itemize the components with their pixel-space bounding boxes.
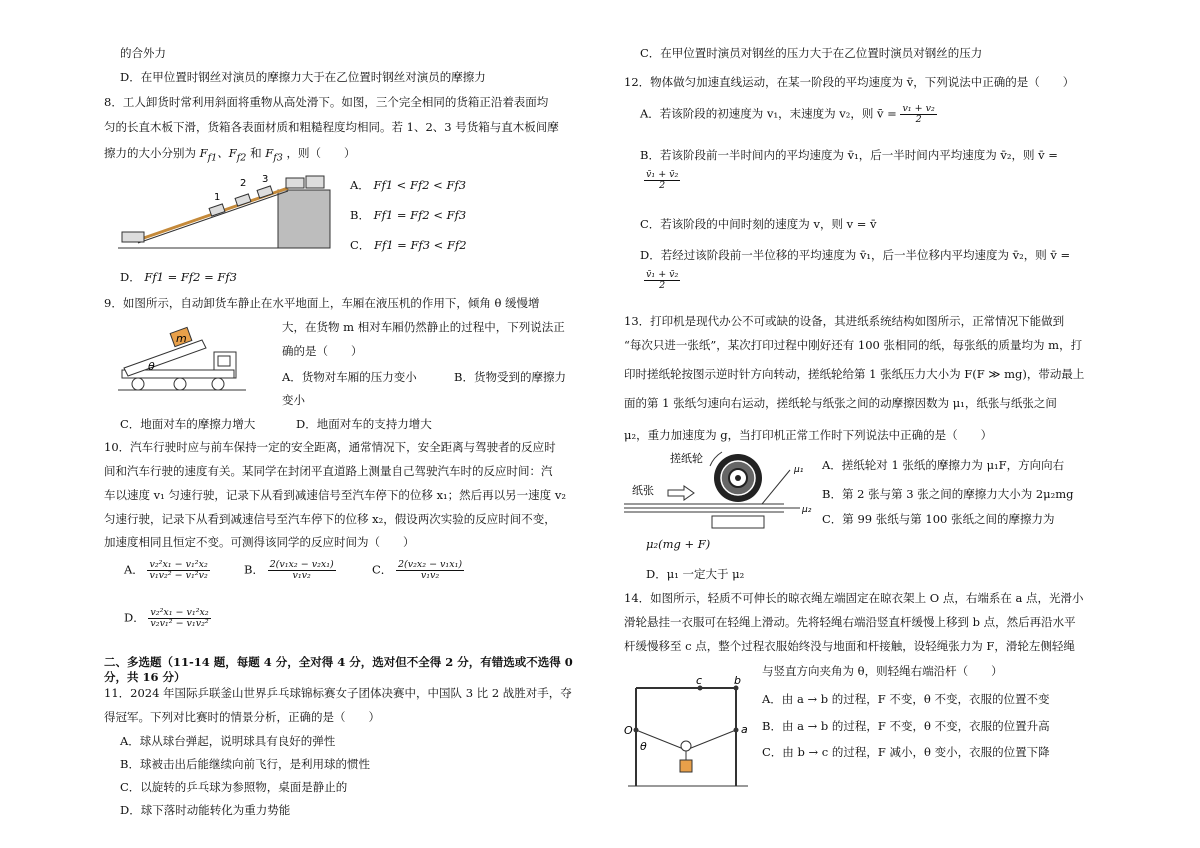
prev-option-c: C．在甲位置时演员对钢丝的压力大于在乙位置时演员对钢丝的压力: [640, 46, 983, 60]
q9-option-d[interactable]: D．地面对车的支持力增大: [296, 417, 432, 431]
label-theta: θ: [640, 740, 647, 753]
q8-ramp-figure: [118, 168, 338, 252]
q13-option-b[interactable]: B．第 2 张与第 3 张之间的摩擦力大小为 2μ₂mg: [822, 487, 1074, 501]
section-2-heading: 二、多选题（11-14 题，每题 4 分，全对得 4 分，选对但不全得 2 分，有错选或不选得 0: [104, 655, 573, 669]
q11-option-d[interactable]: D．球下落时动能转化为重力势能: [120, 803, 291, 817]
q9-option-c[interactable]: C．地面对车的摩擦力增大: [120, 417, 256, 431]
wheel: [212, 378, 224, 390]
q10-option-b[interactable]: B． $\frac{\text{2(v₁x₂ − v₂x₁)}}{\text{v₁v₂}}$: [244, 559, 334, 581]
feed-arrow-icon: [668, 486, 694, 500]
q13-option-a[interactable]: A．搓纸轮对 1 张纸的摩擦力为 μ₁F，方向向右: [822, 458, 1065, 472]
q13-line-5: μ₂，重力加速度为 g，当打印机正常工作时下列说法中正确的是（ ）: [624, 428, 993, 442]
q11-option-a[interactable]: A．球从球台弹起，说明球具有良好的弹性: [120, 734, 336, 748]
q10-line-1: 10．汽车行驶时应与前车保持一定的安全距离，通常情况下，安全距离与驾驶者的反应时: [104, 440, 556, 454]
q13-option-d[interactable]: D．μ₁ 一定大于 μ₂: [646, 567, 745, 581]
box-3-label: 3: [262, 174, 269, 185]
q14-line-3: 杆缓慢移至 c 点，整个过程衣服始终没与地面和杆接触，设轻绳张力为 F，滑轮左侧轻绳: [624, 639, 1075, 653]
left-line-1: 的合外力: [120, 46, 166, 60]
q11-option-c[interactable]: C．以旋转的乒乓球为参照物，桌面是静止的: [120, 780, 348, 794]
label-b: b: [734, 674, 741, 687]
mu2-label: μ₂: [802, 505, 812, 515]
box-3: [257, 186, 273, 198]
q9-option-b[interactable]: B．货物受到的摩擦力: [454, 370, 566, 384]
q14-option-c[interactable]: C．由 b → c 的过程，F 减小，θ 变小，衣服的位置下降: [762, 745, 1050, 759]
q14-option-a[interactable]: A．由 a → b 的过程，F 不变，θ 不变，衣服的位置不变: [762, 692, 1050, 706]
wheel: [174, 378, 186, 390]
q8-line-2: 匀的长直木板下滑，货箱各表面材质和粗糙程度均相同。若 1、2、3 号货箱与直木板间摩: [104, 120, 559, 134]
q8-line-3: 擦力的大小分别为 $F_{f1}$、$F_{f2}$ 和 $F_{f3}$ ，则（ ）: [104, 146, 356, 164]
q8-ff-symbols: $F_{f1}$、$F_{f2}$: [199, 146, 247, 164]
mu1-label: μ₁: [794, 465, 804, 475]
q9-option-b-cont: 变小: [282, 393, 305, 407]
paper-tray: [712, 516, 764, 528]
label-a: a: [741, 723, 748, 736]
q9-line-3: 确的是（ ）: [282, 344, 363, 358]
q10-line-5: 加速度相同且恒定不变。可测得该同学的反应时间为（ ）: [104, 535, 415, 549]
q12-option-d[interactable]: D．若经过该阶段前一半位移的平均速度为 v̄₁，后一半位移内平均速度为 v̄₂，则 v̄ =: [640, 248, 1071, 262]
q8-option-d[interactable]: D． Ff1 = Ff2 = Ff3: [120, 270, 237, 284]
paper-label: 纸张: [632, 484, 654, 497]
q8-option-c[interactable]: C． Ff1 = Ff3 < Ff2: [350, 238, 467, 252]
box-1-label: 1: [214, 192, 221, 203]
q13-printer-figure: [624, 448, 814, 532]
q12-option-a[interactable]: A．若该阶段的初速度为 v₁，末速度为 v₂，则 v̄ = $\frac{\text{v₁ + v₂}}{2}$: [640, 103, 935, 125]
pulley: [681, 741, 691, 751]
rope-right: [686, 730, 736, 750]
label-c: c: [696, 674, 703, 687]
wheel: [132, 378, 144, 390]
q12-option-d-frac: $\frac{\text{v̄₁ + v̄₂}}{2}$: [646, 269, 679, 291]
q9-truck-figure: [118, 318, 246, 398]
q9-line-1: 9．如图所示，自动卸货车静止在水平地面上，车厢在液压机的作用下，倾角 θ 缓慢增: [104, 296, 540, 310]
q8-line-1: 8．工人卸货时常利用斜面将重物从高处滑下。如图，三个完全相同的货箱正沿着表面均: [104, 95, 549, 109]
label-o: O: [624, 724, 633, 737]
platform-block: [278, 190, 330, 248]
clothes-weight: [680, 760, 692, 772]
section-2-heading-cont: 分，共 16 分）: [104, 670, 186, 684]
q12-line-1: 12．物体做匀加速直线运动，在某一阶段的平均速度为 v̄，下列说法中正确的是（ ）: [624, 75, 1075, 89]
angle-label: θ: [148, 360, 155, 373]
q13-line-1: 13．打印机是现代办公不可或缺的设备，其进纸系统结构如图所示，正常情况下能做到: [624, 314, 1065, 328]
q13-line-3: 印时搓纸轮按图示逆时针方向转动，搓纸轮给第 1 张纸压力大小为 F(F ≫ mg)，带动最上: [624, 367, 1085, 381]
box-1: [209, 204, 225, 216]
q10-option-c[interactable]: C． $\frac{\text{2(v₂x₂ − v₁x₁)}}{\text{v₁v₂}}$: [372, 559, 463, 581]
q13-line-4: 面的第 1 张纸匀速向右运动，搓纸轮与纸张之间的动摩擦因数为 μ₁，纸张与纸张之间: [624, 396, 1057, 410]
prev-option-d: D．在甲位置时钢丝对演员的摩擦力大于在乙位置时钢丝对演员的摩擦力: [120, 70, 486, 84]
box-bottom: [122, 232, 144, 242]
q9-option-a[interactable]: A．货物对车厢的压力变小: [282, 370, 417, 384]
q13-option-c-cont: μ₂(mg + F): [646, 537, 711, 551]
q12-option-c[interactable]: C．若该阶段的中间时刻的速度为 v，则 v = v̄: [640, 217, 877, 231]
q10-option-d[interactable]: D． $\frac{\text{v₂²x₁ − v₁²x₂}}{\text{v₂v₁² − v₁v₂²}}$: [124, 607, 209, 629]
roller-label: 搓纸轮: [670, 452, 703, 465]
q12-option-b-frac: $\frac{\text{v̄₁ + v̄₂}}{2}$: [646, 169, 679, 191]
q10-option-a[interactable]: A． $\frac{\text{v₂²x₁ − v₁²x₂}}{\text{v₁v₂² − v₁²v₂}}$: [124, 559, 208, 581]
box-2-label: 2: [240, 178, 247, 189]
q14-line-2: 滑轮悬挂一衣服可在轻绳上滑动。先将轻绳右端沿竖直杆缓慢上移到 b 点，然后再沿水平: [624, 615, 1076, 629]
q11-line-2: 得冠军。下列对比赛时的情景分析，正确的是（ ）: [104, 710, 380, 724]
q14-option-b[interactable]: B．由 a → b 的过程，F 不变，θ 不变，衣服的位置升高: [762, 719, 1050, 733]
q10-line-4: 匀速行驶，记录下从看到减速信号至汽车停下的位移 x₂，假设两次实验的反应时间不变，: [104, 512, 556, 526]
q10-line-3: 车以速度 v₁ 匀速行驶，记录下从看到减速信号至汽车停下的位移 x₁；然后再以另一速度 v₂: [104, 488, 566, 502]
q10-line-2: 间和汽车行驶的速度有关。某同学在封闭平直道路上测量自己驾驶汽车时的反应时间：汽: [104, 464, 553, 478]
q14-line-1: 14．如图所示，轻质不可伸长的晾衣绳左端固定在晾衣架上 O 点，右端系在 a 点，光滑小: [624, 591, 1084, 605]
cargo-mass-label: m: [176, 332, 187, 345]
q8-option-a[interactable]: A． Ff1 < Ff2 < Ff3: [350, 178, 467, 192]
q8-option-b[interactable]: B． Ff1 = Ff2 < Ff3: [350, 208, 467, 222]
q11-line-1: 11．2024 年国际乒联釜山世界乒乓球锦标赛女子团体决赛中，中国队 3 比 2 战胜对手，夺: [104, 686, 572, 700]
q9-line-2: 大，在货物 m 相对车厢仍然静止的过程中，下列说法正: [282, 320, 565, 334]
q11-option-b[interactable]: B．球被击出后能继续向前飞行，是利用球的惯性: [120, 757, 370, 771]
q12-option-b[interactable]: B．若该阶段前一半时间内的平均速度为 v̄₁，后一半时间内平均速度为 v̄₂，则 v̄ =: [640, 148, 1058, 162]
q13-option-c[interactable]: C．第 99 张纸与第 100 张纸之间的摩擦力为: [822, 512, 1055, 526]
q13-line-2: “每次只进一张纸”，某次打印过程中刚好还有 100 张相同的纸，每张纸的质量均为 m，打: [624, 338, 1083, 352]
q14-rack-figure: [624, 674, 754, 794]
q14-line-4: 与竖直方向夹角为 θ，则轻绳右端沿杆（ ）: [762, 664, 1003, 678]
